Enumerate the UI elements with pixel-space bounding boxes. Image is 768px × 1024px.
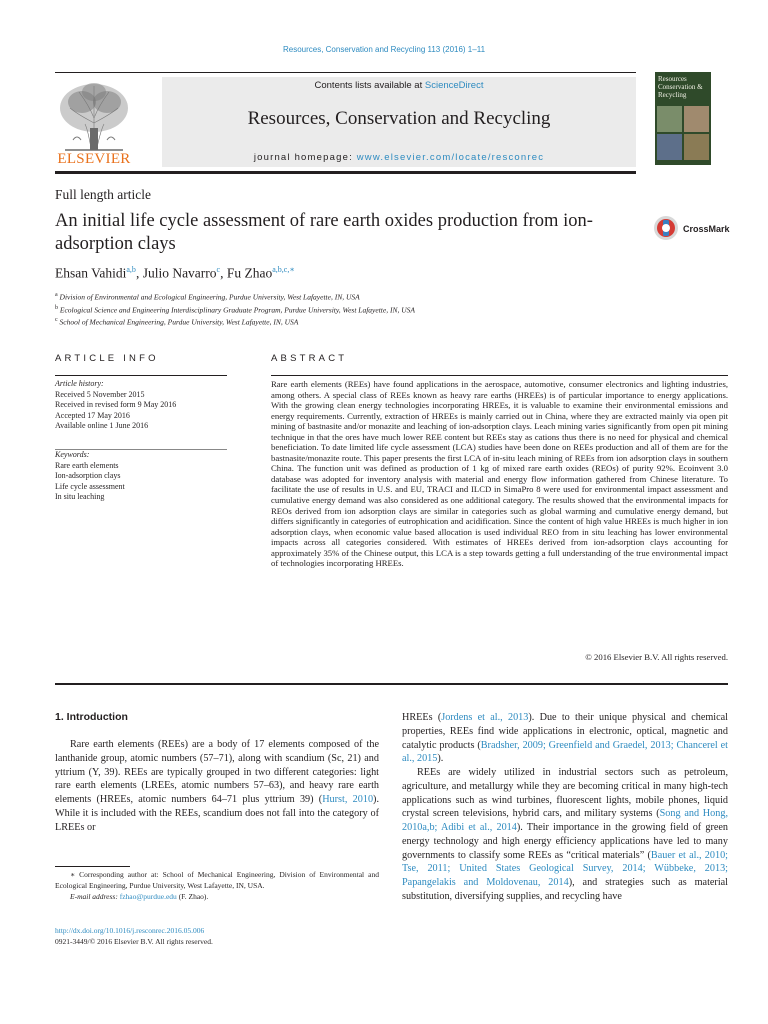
- footnote-text: Corresponding author at: School of Mechanical Engineering, Division of Environmental and Ecological Engineering, Purdue University, West Lafayette, IN, USA.: [55, 870, 380, 890]
- affiliation-list: [55, 290, 415, 328]
- journal-title: Resources, Conservation and Recycling: [247, 108, 551, 129]
- history-label: Article history:: [55, 379, 104, 388]
- article-info-rule: [55, 375, 227, 376]
- abstract-copyright: © 2016 Elsevier B.V. All rights reserved.: [585, 652, 728, 662]
- cover-photo-1: [657, 106, 682, 132]
- email-suffix: (F. Zhao).: [176, 892, 209, 901]
- author-name[interactable]: Ehsan Vahidi: [55, 265, 127, 281]
- contents-availability: [162, 80, 636, 91]
- email-line: [55, 891, 379, 902]
- history-item: Received in revised form 9 May 2016: [55, 400, 177, 410]
- elsevier-wordmark: ELSEVIER: [57, 151, 131, 167]
- footnote-rule: [55, 866, 130, 867]
- affiliation-text: Division of Environmental and Ecological Engineering, Purdue University, West Lafayette, IN, USA: [59, 292, 360, 302]
- keywords-label: Keywords:: [55, 450, 90, 459]
- author-name[interactable]: Fu Zhao: [226, 265, 273, 281]
- body-column-right: [402, 711, 728, 904]
- article-type: Full length article: [55, 187, 151, 202]
- affiliation-mark: c: [55, 317, 58, 323]
- journal-homepage: [162, 152, 636, 163]
- journal-cover-thumbnail[interactable]: [655, 72, 711, 165]
- doi-link[interactable]: http://dx.doi.org/10.1016/j.resconrec.2016.05.006: [55, 926, 205, 935]
- history-item: Accepted 17 May 2016: [55, 410, 130, 420]
- author-affiliation-mark[interactable]: a,b: [126, 265, 136, 274]
- affiliation-text: School of Mechanical Engineering, Purdue University, West Lafayette, IN, USA: [59, 317, 299, 327]
- text-run: ). Their importance in the growing field of green energy technology and high energy efficiency applications have led to many governments to classify some REEs as “critical materials” (: [402, 822, 728, 861]
- email-label: E-mail address:: [70, 892, 120, 901]
- article-history: [55, 379, 227, 432]
- cover-title: Resources Conservation & Recycling: [658, 75, 703, 99]
- text-run: ), and strategies such as material substitution, diversifying supplies, and recycling have: [402, 877, 728, 902]
- cover-photo-4: [684, 134, 709, 160]
- email-link[interactable]: fzhao@purdue.edu: [119, 892, 177, 901]
- issn-copyright: 0921-3449/© 2016 Elsevier B.V. All rights reserved.: [55, 937, 213, 946]
- article-title: An initial life cycle assessment of rare earth oxides production from ion-adsorption clays: [55, 211, 593, 254]
- citation-link[interactable]: Song and Hong, 2010a,b; Adibi et al., 2014: [402, 808, 728, 833]
- contents-prefix: Contents lists available at: [314, 80, 425, 91]
- crossmark-label[interactable]: CrossMark: [683, 224, 730, 234]
- body-divider: [55, 683, 728, 685]
- sciencedirect-link[interactable]: ScienceDirect: [424, 80, 484, 91]
- citation-link[interactable]: Bradsher, 2009; Greenfield and Graedel, 2013; Chancerel et al., 2015: [402, 739, 728, 765]
- history-item: Received 5 November 2015: [55, 389, 145, 399]
- cover-photo-3: [657, 134, 682, 160]
- author-separator: ,: [220, 265, 227, 281]
- text-run: ).: [437, 753, 444, 765]
- affiliation-mark: a: [55, 292, 58, 298]
- paragraph: [402, 766, 728, 904]
- keyword-item: Ion-adsorption clays: [55, 471, 121, 481]
- paragraph: [55, 738, 379, 834]
- header-bottom-rule: [55, 171, 636, 174]
- text-run: REEs are widely utilized in industrial sectors such as petroleum, agriculture, and metallurgy while they are becoming critical in many high-tech applications such as wind turbines, fluorescent lights, mobile phones, liquid crystal screen televisions, hybrid cars, and military systems (: [402, 767, 728, 820]
- keyword-item: Rare earth elements: [55, 460, 119, 470]
- keyword-list: [55, 450, 227, 503]
- article-info-heading: ARTICLE INFO: [55, 353, 159, 364]
- author-name[interactable]: Julio Navarro: [142, 265, 217, 281]
- affiliation-mark: b: [55, 304, 58, 311]
- history-item: Available online 1 June 2016: [55, 421, 149, 431]
- text-run: HREEs (: [402, 712, 442, 723]
- affiliation-item: [55, 315, 415, 328]
- footnote-mark: ∗: [70, 870, 76, 879]
- cover-photo-2: [684, 106, 709, 132]
- author-list: [55, 265, 295, 282]
- keyword-item: In situ leaching: [55, 492, 105, 502]
- author-affiliation-mark[interactable]: a,b,c,∗: [272, 265, 295, 274]
- author-affiliation-mark[interactable]: c: [216, 265, 221, 274]
- text-run: ). Due to their unique physical and chemical properties, REEs find wide applications in electronic, optical, magnetic and catalytic products (: [402, 712, 728, 751]
- abstract-body: Rare earth elements (REEs) have found applications in the aerospace, automotive, consumer electronics and lighting industries, among others. A special class of REEs known as heavy rare earths (HREEs) is of particular importance to energy applications. With the growing clean energy technologies incorporating HREEs, it is valuable to examine their environmental emissions and energy requirements. Currently, extraction of HREEs is mainly carried out in China, where they are extracted mainly via open pit mining of bastnasite and/or monazite and leaching of ion-adsorption clays. Leach mining varies significantly from open pit mining technique in that the ores have much lower REE content but REEs stay as cations thus there is no need for physical and chemical beneficiation. To date limited life cycle assessment (LCA) studies have been done on REEs production and all of them are for the bastnasite/monazite route. This paper presents the first LCA of in-situ leach mining of REEs from ion adsorption clays in southern China. The function unit was defined as production of 1 kg of mixed rare earth oxides (REOs) of purity 92%. Ecoinvent 3.0 database was adopted for inventory analysis with material and energy flow information gathered from Chinese literature. To facilitate the use of results in U.S. and EU, TRACI and ILCD in SimaPro 8 were used for environmental impact assessment and cumulative energy demand was also considered as one additional category. The results showed that the environmental impacts for REOs derived from ion adsorption clays are similar in categories such as global warming and cumulative energy demand, but differs significantly in categories of eutrophication and acidification. Since the content of high value HREEs is much higher in ion adsorption clays, when economic value based allocation is used individual REO from in situ leaching has lower environmental impacts across all categories considered. With estimates of HREEs derived from ion-adsorption clays accounting for approximately 35% of the Chinese output, this LCA is a step towards getting a full understanding of the true environmental impact of technologies incorporating HREEs.: [271, 379, 728, 569]
- journal-citation-link[interactable]: Resources, Conservation and Recycling 113 (2016) 1–11: [282, 45, 486, 54]
- author-separator: ,: [135, 265, 143, 281]
- journal-homepage-link[interactable]: www.elsevier.com/locate/resconrec: [356, 152, 545, 163]
- introduction-heading: 1. Introduction: [55, 711, 128, 723]
- text-run: ). While it is included with the REEs, scandium does not fall into the category of LREEs or: [55, 794, 379, 833]
- body-column-left: [55, 738, 379, 834]
- header-top-rule: [55, 72, 636, 73]
- footnote-text-block: [55, 869, 379, 891]
- text-run: Rare earth elements (REEs) are a body of 17 elements composed of the lanthanide group, atomic numbers (57–71), along with scandium (Sc, 21) and yttrium (Y, 39). REEs are typically grouped in two different categories: light rare earth elements (LREEs, atomic numbers 57–63), and heavy rare earth elements (HREEs, atomic numbers 64–71 plus yttrium 39) (: [55, 739, 379, 805]
- citation-link[interactable]: Bauer et al., 2010; Tse, 2011; United States Geological Survey, 2014; Wübbeke, 2013; Papangelakis and Moldovenau, 2014: [402, 849, 728, 888]
- affiliation-item: [55, 290, 415, 303]
- citation-link[interactable]: Hurst, 2010: [322, 794, 374, 805]
- homepage-prefix: journal homepage:: [253, 152, 357, 163]
- abstract-rule: [271, 375, 728, 376]
- keyword-item: Life cycle assessment: [55, 481, 125, 491]
- affiliation-text: Ecological Science and Engineering Interdisciplinary Graduate Program, Purdue University, West Lafayette, IN, USA: [59, 305, 415, 314]
- affiliation-item: [55, 303, 415, 316]
- corresponding-author-footnote: [55, 869, 379, 902]
- citation-link[interactable]: Jordens et al., 2013: [441, 712, 529, 723]
- abstract-heading: ABSTRACT: [271, 353, 348, 364]
- paragraph: [402, 711, 728, 766]
